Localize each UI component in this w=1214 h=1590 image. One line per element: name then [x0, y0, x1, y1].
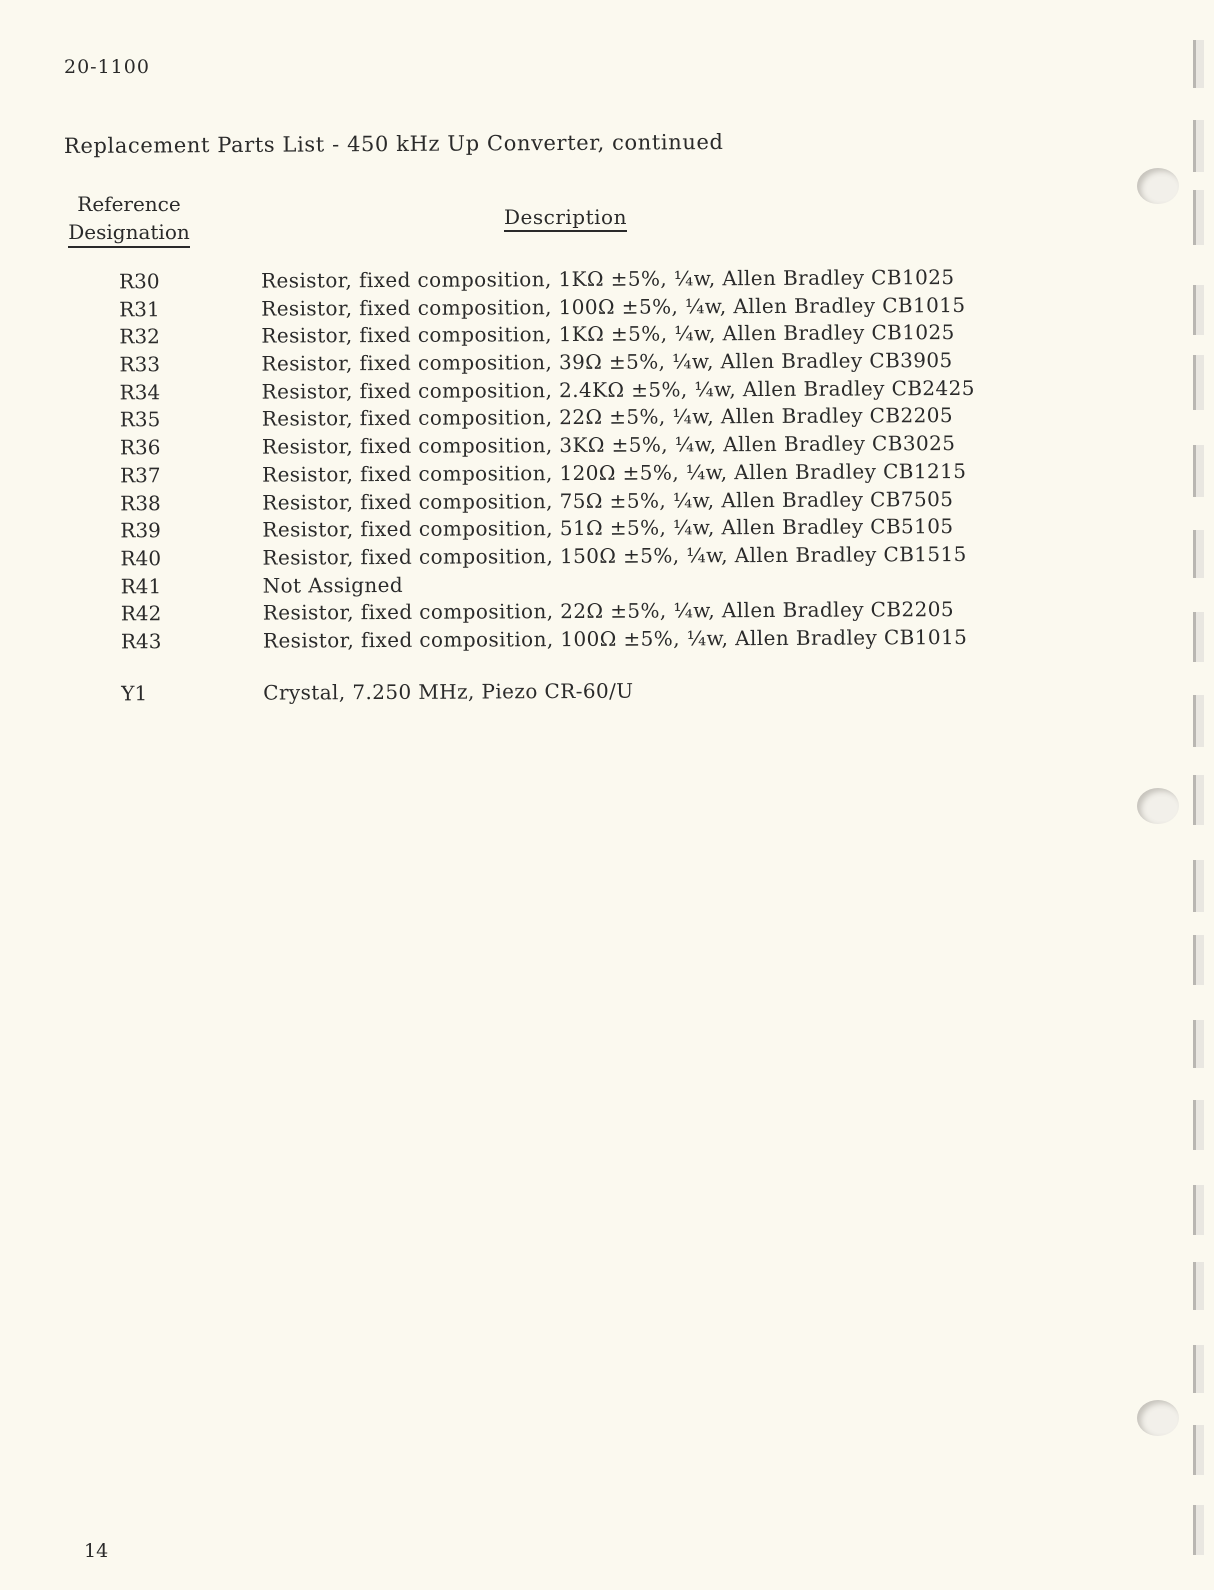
- reference-designation: R43: [120, 629, 162, 654]
- reference-designation: Y1: [121, 680, 148, 705]
- binder-tab: [1193, 860, 1204, 912]
- part-description: Resistor, fixed composition, 75Ω ±5%, ¼w, Allen Bradley CB7505: [262, 486, 954, 515]
- part-description: Resistor, fixed composition, 39Ω ±5%, ¼w, Allen Bradley CB3905: [261, 348, 953, 376]
- part-description: Resistor, fixed composition, 1KΩ ±5%, ¼w, Allen Bradley CB1025: [261, 320, 955, 349]
- part-description: Resistor, fixed composition, 2.4KΩ ±5%, ¼w, Allen Bradley CB2425: [261, 375, 975, 404]
- binder-tab: [1193, 775, 1204, 825]
- reference-designation: R30: [118, 269, 160, 294]
- binder-tab: [1193, 1100, 1204, 1150]
- binder-hole: [1137, 788, 1179, 824]
- binder-tab: [1193, 530, 1204, 578]
- binder-tab: [1193, 1185, 1204, 1235]
- reference-designation: R41: [120, 573, 162, 598]
- reference-designation: R31: [119, 296, 160, 322]
- part-description: Resistor, fixed composition, 51Ω ±5%, ¼w, Allen Bradley CB5105: [262, 514, 954, 542]
- reference-designation: R40: [120, 546, 162, 571]
- reference-designation: R42: [120, 601, 162, 626]
- binder-tab: [1193, 935, 1204, 985]
- binder-tab: [1193, 355, 1204, 410]
- part-description: Resistor, fixed composition, 22Ω ±5%, ¼w, Allen Bradley CB2205: [262, 597, 955, 625]
- document-number: 20-1100: [64, 56, 150, 78]
- part-description: Resistor, fixed composition, 22Ω ±5%, ¼w, Allen Bradley CB2205: [261, 403, 953, 432]
- reference-designation: R33: [119, 352, 161, 377]
- reference-designation: R38: [120, 490, 161, 515]
- reference-designation: R35: [119, 407, 161, 432]
- parts-row: [2, 624, 1052, 657]
- column-header-reference-line2: Designation: [68, 218, 190, 248]
- part-description: Resistor, fixed composition, 150Ω ±5%, ¼w, Allen Bradley CB1515: [262, 541, 967, 570]
- binder-tab: [1193, 695, 1204, 747]
- binder-tab: [1193, 445, 1204, 497]
- binder-tab: [1193, 1505, 1204, 1555]
- binder-tab: [1193, 1262, 1204, 1310]
- binder-tab: [1193, 612, 1204, 662]
- column-header-reference: [66, 190, 192, 248]
- reference-designation: R32: [119, 324, 160, 349]
- binder-tab: [1193, 1425, 1204, 1475]
- binder-hole: [1137, 1400, 1179, 1436]
- page-title: Replacement Parts List - 450 kHz Up Converter, continued: [63, 129, 724, 158]
- part-description: Resistor, fixed composition, 1KΩ ±5%, ¼w, Allen Bradley CB1025: [260, 265, 955, 293]
- column-header-reference-line1: Reference: [77, 192, 181, 216]
- reference-designation: R39: [120, 518, 161, 543]
- parts-list: [0, 265, 1052, 710]
- binder-hole: [1137, 168, 1179, 204]
- binder-tab: [1193, 1020, 1204, 1068]
- binder-tab: [1193, 1345, 1204, 1393]
- part-description: Resistor, fixed composition, 3KΩ ±5%, ¼w, Allen Bradley CB3025: [261, 431, 956, 459]
- binder-tab: [1193, 120, 1204, 172]
- part-description: Crystal, 7.250 MHz, Piezo CR-60/U: [263, 678, 634, 705]
- binder-tab: [1193, 285, 1204, 335]
- reference-designation: R36: [119, 435, 161, 460]
- part-description: Not Assigned: [262, 572, 404, 598]
- column-header-description: Description: [504, 205, 627, 232]
- parts-row: [2, 676, 1052, 709]
- binder-tab: [1193, 40, 1204, 88]
- part-description: Resistor, fixed composition, 100Ω ±5%, ¼w, Allen Bradley CB1015: [261, 292, 966, 321]
- reference-designation: R34: [119, 379, 161, 405]
- part-description: Resistor, fixed composition, 120Ω ±5%, ¼w, Allen Bradley CB1215: [262, 458, 967, 487]
- page-number: 14: [84, 1540, 109, 1562]
- binder-tab: [1193, 190, 1204, 245]
- reference-designation: R37: [120, 462, 161, 488]
- part-description: Resistor, fixed composition, 100Ω ±5%, ¼w, Allen Bradley CB1015: [262, 624, 968, 653]
